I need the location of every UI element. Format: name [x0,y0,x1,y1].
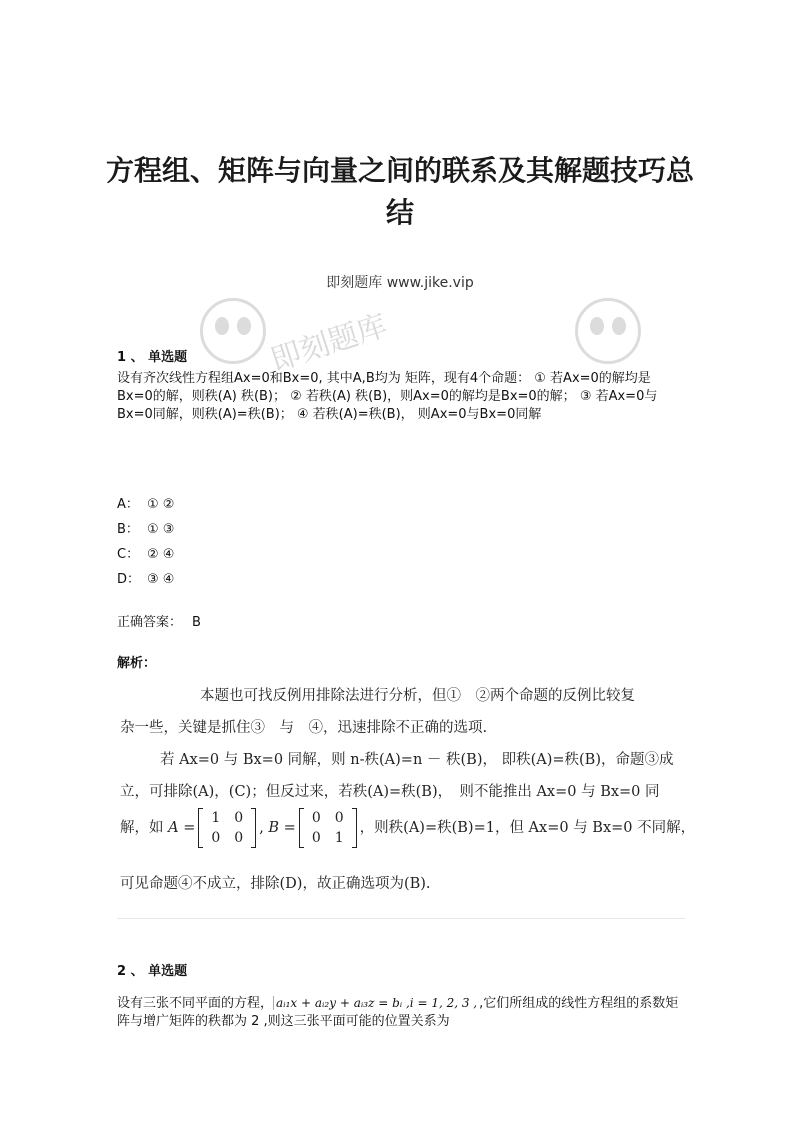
correct-answer [117,611,201,630]
question-2-text-post: ,它们所组成的线性方程组的系数矩阵与增广矩阵的秩都为 2 ,则这三张平面可能的位置关系为 [117,996,679,1029]
answer-value: B [192,615,201,630]
analysis-line: 立，可排除(A)，(C)；但反过来，若秩(A)=秩(B)， 则不能推出 Ax=0 与 Bx=0 同 [120,784,660,800]
question-1-text: 设有齐次线性方程组Ax=0和Bx=0, 其中A,B均为 矩阵，现有4个命题： ① 若Ax=0的解均是Bx=0的解，则秩(A) 秩(B)； ② 若秩(A) 秩(B)，则Ax=0的解均是Bx=0的解； ③ 若Ax=0与Bx=0同解，则秩(A)=秩(B)； ④ 若秩(A)=秩(B)， 则Ax=0与Bx=0同解 [117,371,658,422]
option-value: ① ③ [147,522,175,537]
section-divider [117,918,685,919]
analysis-line: 本题也可找反例用排除法进行分析，但① ②两个命题的反例比较复 [200,688,635,704]
plane-equation-formula: aᵢ₁x + aᵢ₂y + aᵢ₃z = bᵢ ,i = 1, 2, 3 , [273,996,479,1010]
option-label: D： [117,572,141,587]
question-2-heading: 2 、 单选题 [117,964,188,979]
option-value: ① ② [147,497,175,512]
option-label: C： [117,547,140,562]
analysis-heading: 解析： [117,656,157,671]
matrix-a: 1 0 0 0 [198,808,256,848]
watermark-text: 即刻题库 [266,308,392,379]
analysis-text: ，则秩(A)=秩(B)=1，但 Ax=0 与 Bx=0 不同解， [359,820,696,836]
question-2-text [117,994,685,1031]
question-2-text-pre: 设有三张不同平面的方程， [117,996,274,1011]
question-1-heading: 1 、 单选题 [117,350,188,365]
analysis-line: 若 Ax=0 与 Bx=0 同解，则 n-秩(A)=n － 秩(B)， 即秩(A)=秩(B)，命题③成 [160,752,674,768]
option-a[interactable] [117,493,174,512]
matrix-a-name: A = [168,820,196,836]
panda-watermark-icon [200,298,266,364]
option-label: A： [117,497,139,512]
option-c[interactable] [117,543,174,562]
option-value: ② ④ [147,547,175,562]
panda-watermark-icon [575,298,641,364]
matrix-b-name: B = [268,820,296,836]
matrix-b: 0 0 0 1 [299,808,357,848]
document-source: 即刻题库 www.jike.vip [326,275,474,291]
option-d[interactable] [117,568,174,587]
answer-label: 正确答案： [117,615,183,630]
analysis-text: 解，如 [120,820,164,836]
option-value: ③ ④ [147,572,175,587]
analysis-line: 可见命题④不成立，排除(D)，故正确选项为(B). [120,876,431,892]
analysis-image [120,680,696,898]
analysis-line: 杂一些，关键是抓住③ 与 ④，迅速排除不正确的选项. [120,720,488,736]
analysis-line-matrices: 解，如 A = 1 0 0 0 , B = 0 0 0 1 ，则秩(A)=秩(B)=1，但 Ax=0 与 Bx=0 不同解， [120,810,696,846]
option-b[interactable] [117,518,174,537]
option-label: B： [117,522,139,537]
document-title: 方程组、矩阵与向量之间的联系及其解题技巧总结 [105,154,694,229]
